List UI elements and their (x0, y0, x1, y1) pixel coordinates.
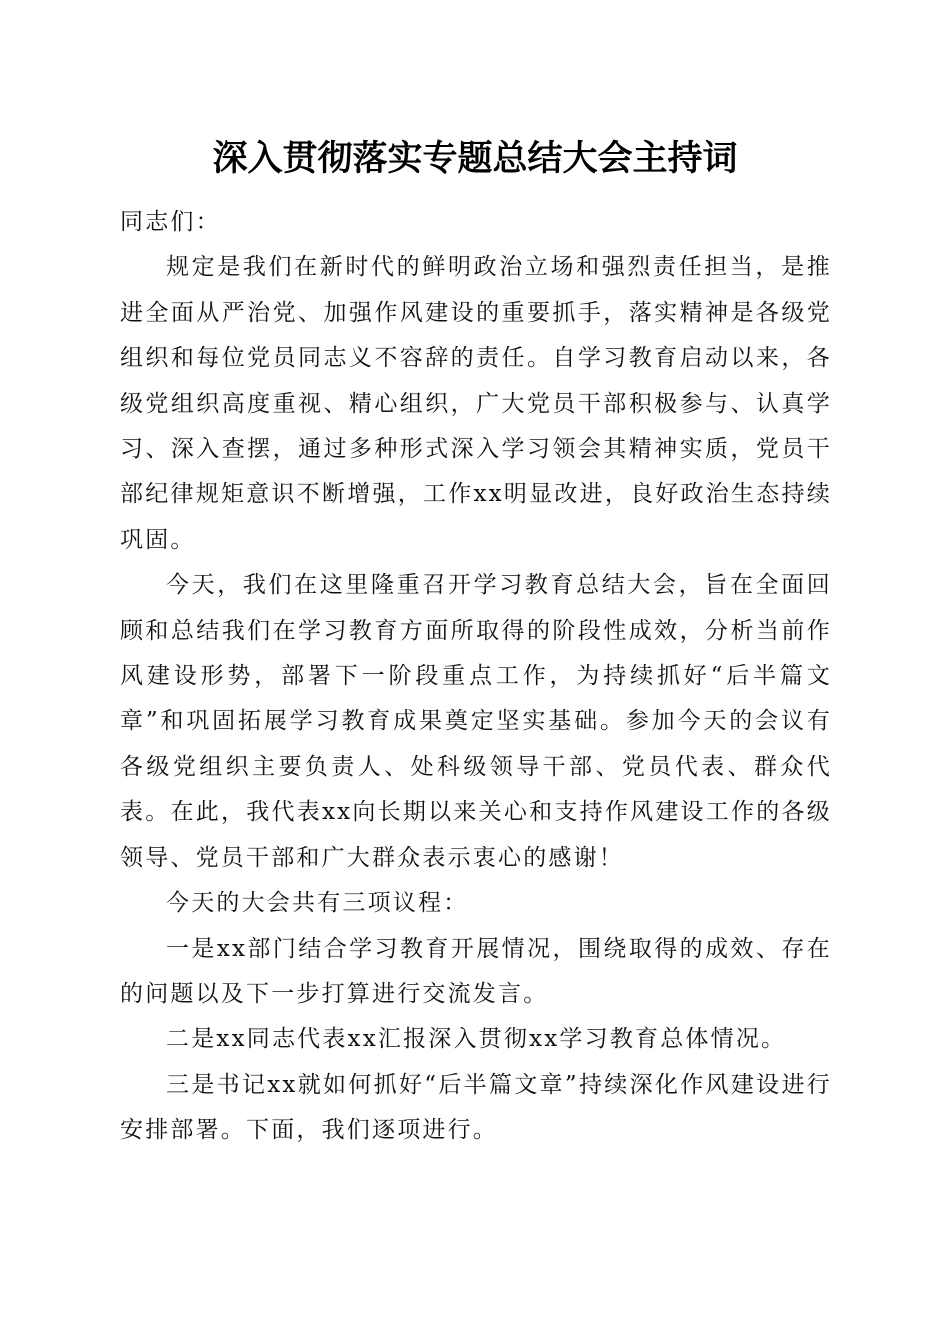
document-title: 深入贯彻落实专题总结大会主持词 (212, 138, 738, 179)
salutation: 同志们： (120, 209, 221, 235)
agenda-item-3: 三是书记xx就如何抓好“后半篇文章”持续深化作风建设进行安排部署。下面，我们逐项进行。 (120, 1071, 832, 1144)
document-body (120, 200, 832, 1154)
agenda-item-1: 一是xx部门结合学习教育开展情况，围绕取得的成效、存在的问题以及下一步打算进行交流发言。 (120, 935, 832, 1007)
agenda-intro: 今天的大会共有三项议程： (166, 890, 469, 917)
paragraph-2: 今天，我们在这里隆重召开学习教育总结大会，旨在全面回顾和总结我们在学习教育方面所取得的阶段性成效，分析当前作风建设形势，部署下一阶段重点工作，为持续抓好“后半篇文章”和巩固拓展学习教育成果奠定坚实基础。参加今天的会议有各级党组织主要负责人、处科级领导干部、党员代表、群众代表。在此，我代表xx向长期以来关心和支持作风建设工作的各级领导、党员干部和广大群众表示衷心的感谢！ (120, 572, 832, 871)
paragraph-1: 规定是我们在新时代的鲜明政治立场和强烈责任担当，是推进全面从严治党、加强作风建设的重要抓手，落实精神是各级党组织和每位党员同志义不容辞的责任。自学习教育启动以来，各级党组织高度重视、精心组织，广大党员干部积极参与、认真学习、深入查摆，通过多种形式深入学习领会其精神实质，党员干部纪律规矩意识不断增强，工作xx明显改进，良好政治生态持续巩固。 (120, 254, 832, 553)
agenda-item-2: 二是xx同志代表xx汇报深入贯彻xx学习教育总体情况。 (166, 1026, 787, 1053)
